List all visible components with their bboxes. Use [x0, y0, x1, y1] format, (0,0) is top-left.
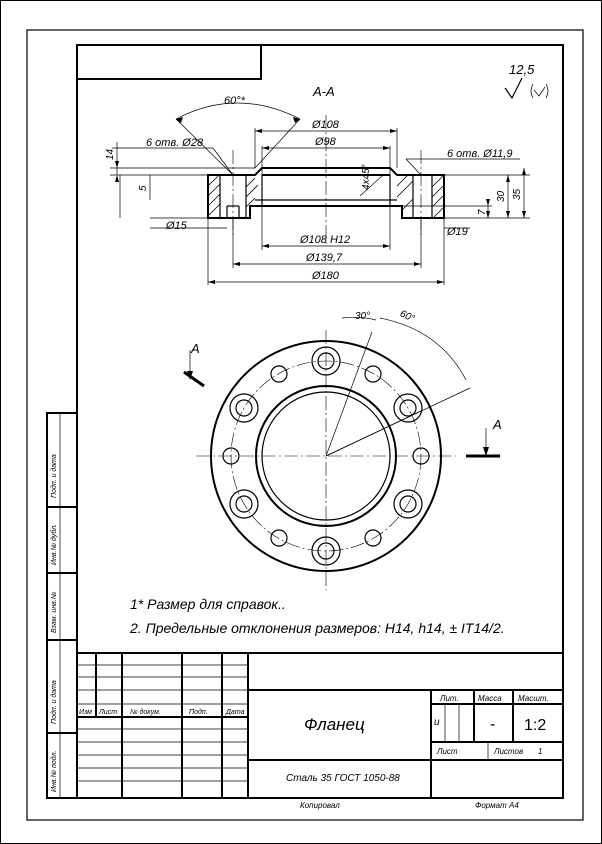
col-list: Лист [99, 709, 118, 716]
sheets-label: Листов [494, 747, 524, 756]
roughness-value: 12,5 [509, 62, 535, 77]
side-vzam-inv: Взам. инв.№ [51, 591, 58, 633]
lit-value: и [434, 717, 440, 728]
dim-h7: 7 [477, 209, 488, 215]
dim-chamfer: 4x45° [361, 164, 372, 190]
col-izm: Изм [79, 709, 92, 716]
col-doc: № докум. [130, 709, 161, 716]
dim-h14: 14 [105, 148, 116, 160]
col-sign: Подп. [189, 709, 208, 716]
note-1: 1* Размер для справок.. [130, 596, 286, 612]
side-inv-dubl: Инв.№ дубл. [51, 523, 58, 565]
dim-d15: Ø15 [166, 220, 187, 232]
material: Сталь 35 ГОСТ 1050-88 [286, 773, 400, 784]
dim-d98: Ø98 [315, 136, 336, 148]
side-inv-podl: Инв.№ подл. [51, 750, 58, 792]
lit-label: Лит. [440, 694, 459, 703]
mass-value: - [490, 716, 496, 733]
dim-d108-h12: Ø108 H12 [300, 234, 351, 246]
dim-d108-top: Ø108 [312, 119, 339, 131]
copied-label: Копировал [300, 801, 340, 810]
dim-holes-d11-9: 6 отв. Ø11,9 [447, 148, 513, 160]
dim-h5: 5 [138, 185, 149, 191]
dim-angle-30: 30° [355, 311, 371, 322]
part-name: Фланец [304, 715, 365, 734]
dim-d19: Ø19 [447, 226, 468, 238]
dim-h30: 30 [496, 190, 507, 202]
mass-label: Масса [478, 694, 502, 703]
scale-label: Масшт. [518, 694, 549, 703]
side-sign-date-2: Подп. и дата [51, 680, 58, 724]
dim-angle-60: 60° [397, 308, 417, 325]
dim-h35: 35 [512, 188, 523, 200]
scale-value: 1:2 [524, 717, 547, 734]
dim-d180: Ø180 [312, 270, 339, 282]
note-2: 2. Предельные отклонения размеров: H14, h14, ± IT14/2. [130, 620, 505, 636]
dim-angle-60-ref: 60°* [224, 95, 245, 107]
section-label: A-A [313, 84, 335, 99]
side-sign-date-1: Подп. и дата [51, 454, 58, 498]
dim-holes-d28: 6 отв. Ø28 [146, 137, 204, 149]
sheets-value: 1 [538, 747, 543, 756]
col-date: Дата [226, 709, 245, 716]
dim-d139-7: Ø139,7 [306, 252, 343, 264]
format-label: Формат А4 [475, 801, 519, 810]
svg-text:A: A [191, 341, 200, 356]
sheet-label: Лист [437, 747, 458, 756]
svg-text:A: A [493, 417, 502, 432]
